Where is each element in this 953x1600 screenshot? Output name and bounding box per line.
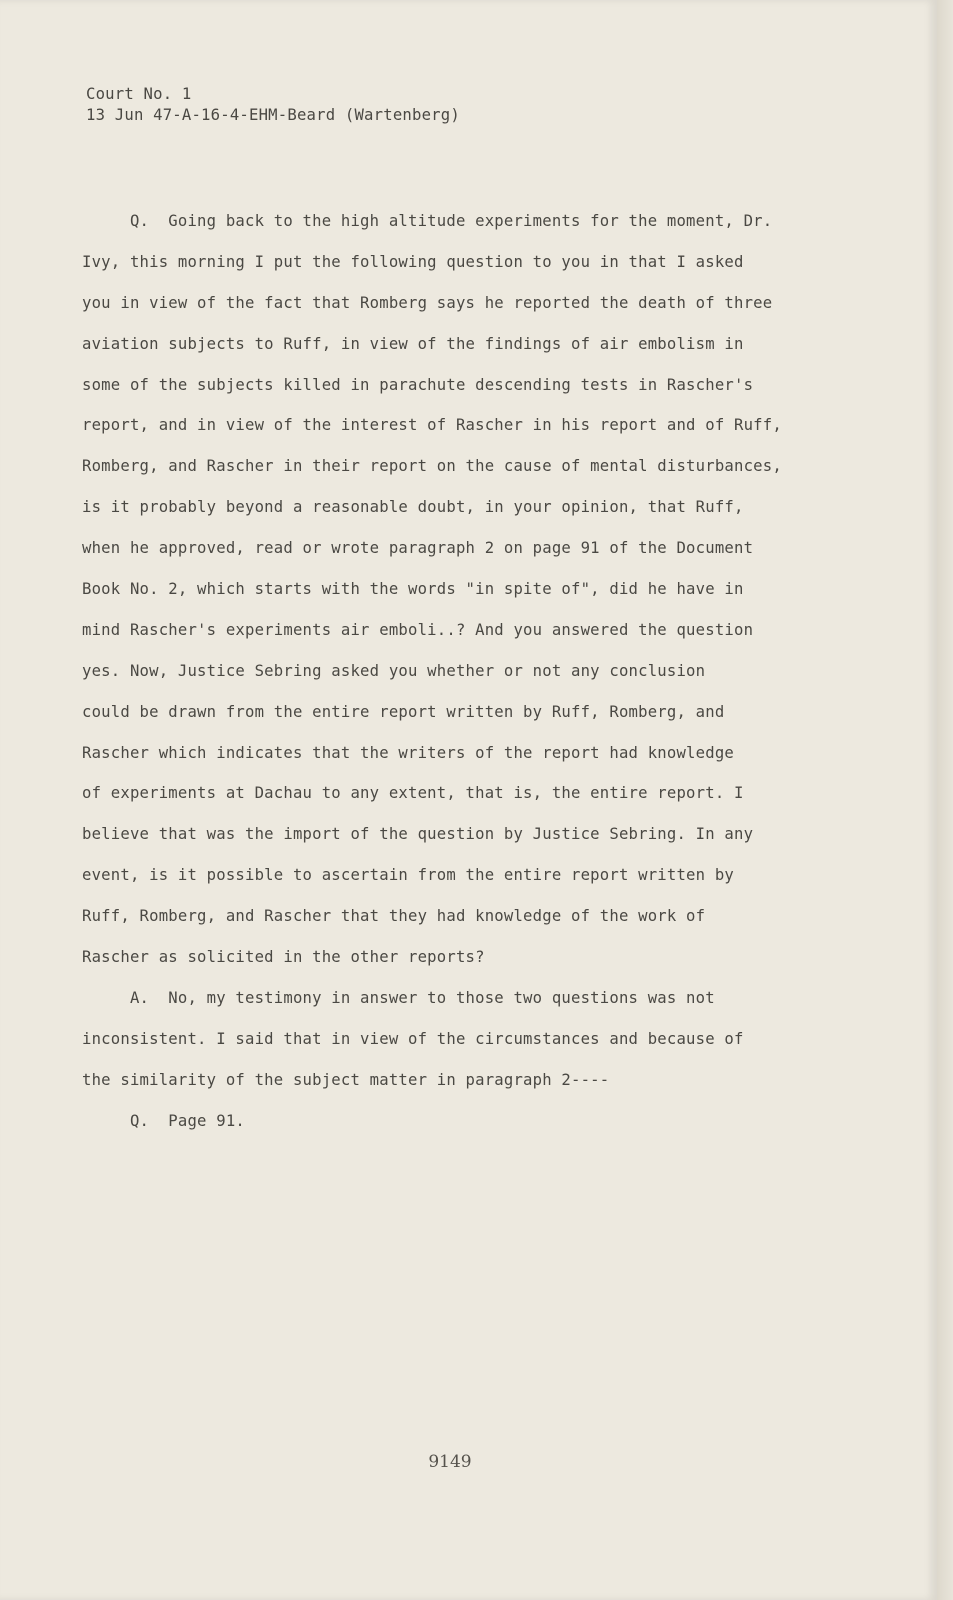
transcript-line: Ruff, Romberg, and Rascher that they had knowledge of the work of <box>82 907 706 926</box>
transcript-line: the similarity of the subject matter in paragraph 2---- <box>82 1070 610 1089</box>
transcript-line: is it probably beyond a reasonable doubt, in your opinion, that Ruff, <box>82 498 744 517</box>
transcript-line: when he approved, read or wrote paragraph 2 on page 91 of the Document <box>82 539 754 558</box>
transcript-line: some of the subjects killed in parachute descending tests in Rascher's <box>82 375 754 394</box>
transcript-line: Rascher as solicited in the other reports? <box>82 948 485 967</box>
transcript-line: event, is it possible to ascertain from the entire report written by <box>82 866 734 885</box>
transcript-line: could be drawn from the entire report written by Ruff, Romberg, and <box>82 702 725 721</box>
court-number: Court No. 1 <box>86 85 192 103</box>
transcript-line: yes. Now, Justice Sebring asked you whether or not any conclusion <box>82 661 706 680</box>
transcript-line: report, and in view of the interest of Rascher in his report and of Ruff, <box>82 416 782 435</box>
transcript-line: Q. Page 91. <box>82 1111 245 1130</box>
transcript-body <box>82 201 822 1141</box>
page-number: 9149 <box>428 1452 472 1472</box>
transcript-line: inconsistent. I said that in view of the circumstances and because of <box>82 1029 744 1048</box>
transcript-line: Rascher which indicates that the writers of the report had knowledge <box>82 743 734 762</box>
transcript-line: mind Rascher's experiments air emboli..? And you answered the question <box>82 620 754 639</box>
transcript-line: Romberg, and Rascher in their report on the cause of mental disturbances, <box>82 457 782 476</box>
transcript-line: believe that was the import of the question by Justice Sebring. In any <box>82 825 754 844</box>
transcript-line: Q. Going back to the high altitude experiments for the moment, Dr. <box>82 212 773 230</box>
transcript-line: Book No. 2, which starts with the words "in spite of", did he have in <box>82 580 744 599</box>
scan-right-edge <box>937 0 953 1600</box>
transcript-line: A. No, my testimony in answer to those two questions was not <box>82 988 715 1007</box>
document-header <box>86 84 460 126</box>
transcript-line: you in view of the fact that Romberg says he reported the death of three <box>82 293 773 312</box>
transcript-line: of experiments at Dachau to any extent, that is, the entire report. I <box>82 784 744 803</box>
transcript-line: Ivy, this morning I put the following question to you in that I asked <box>82 252 744 271</box>
session-reference: 13 Jun 47-A-16-4-EHM-Beard (Wartenberg) <box>86 106 460 124</box>
transcript-line: aviation subjects to Ruff, in view of the findings of air embolism in <box>82 334 744 353</box>
